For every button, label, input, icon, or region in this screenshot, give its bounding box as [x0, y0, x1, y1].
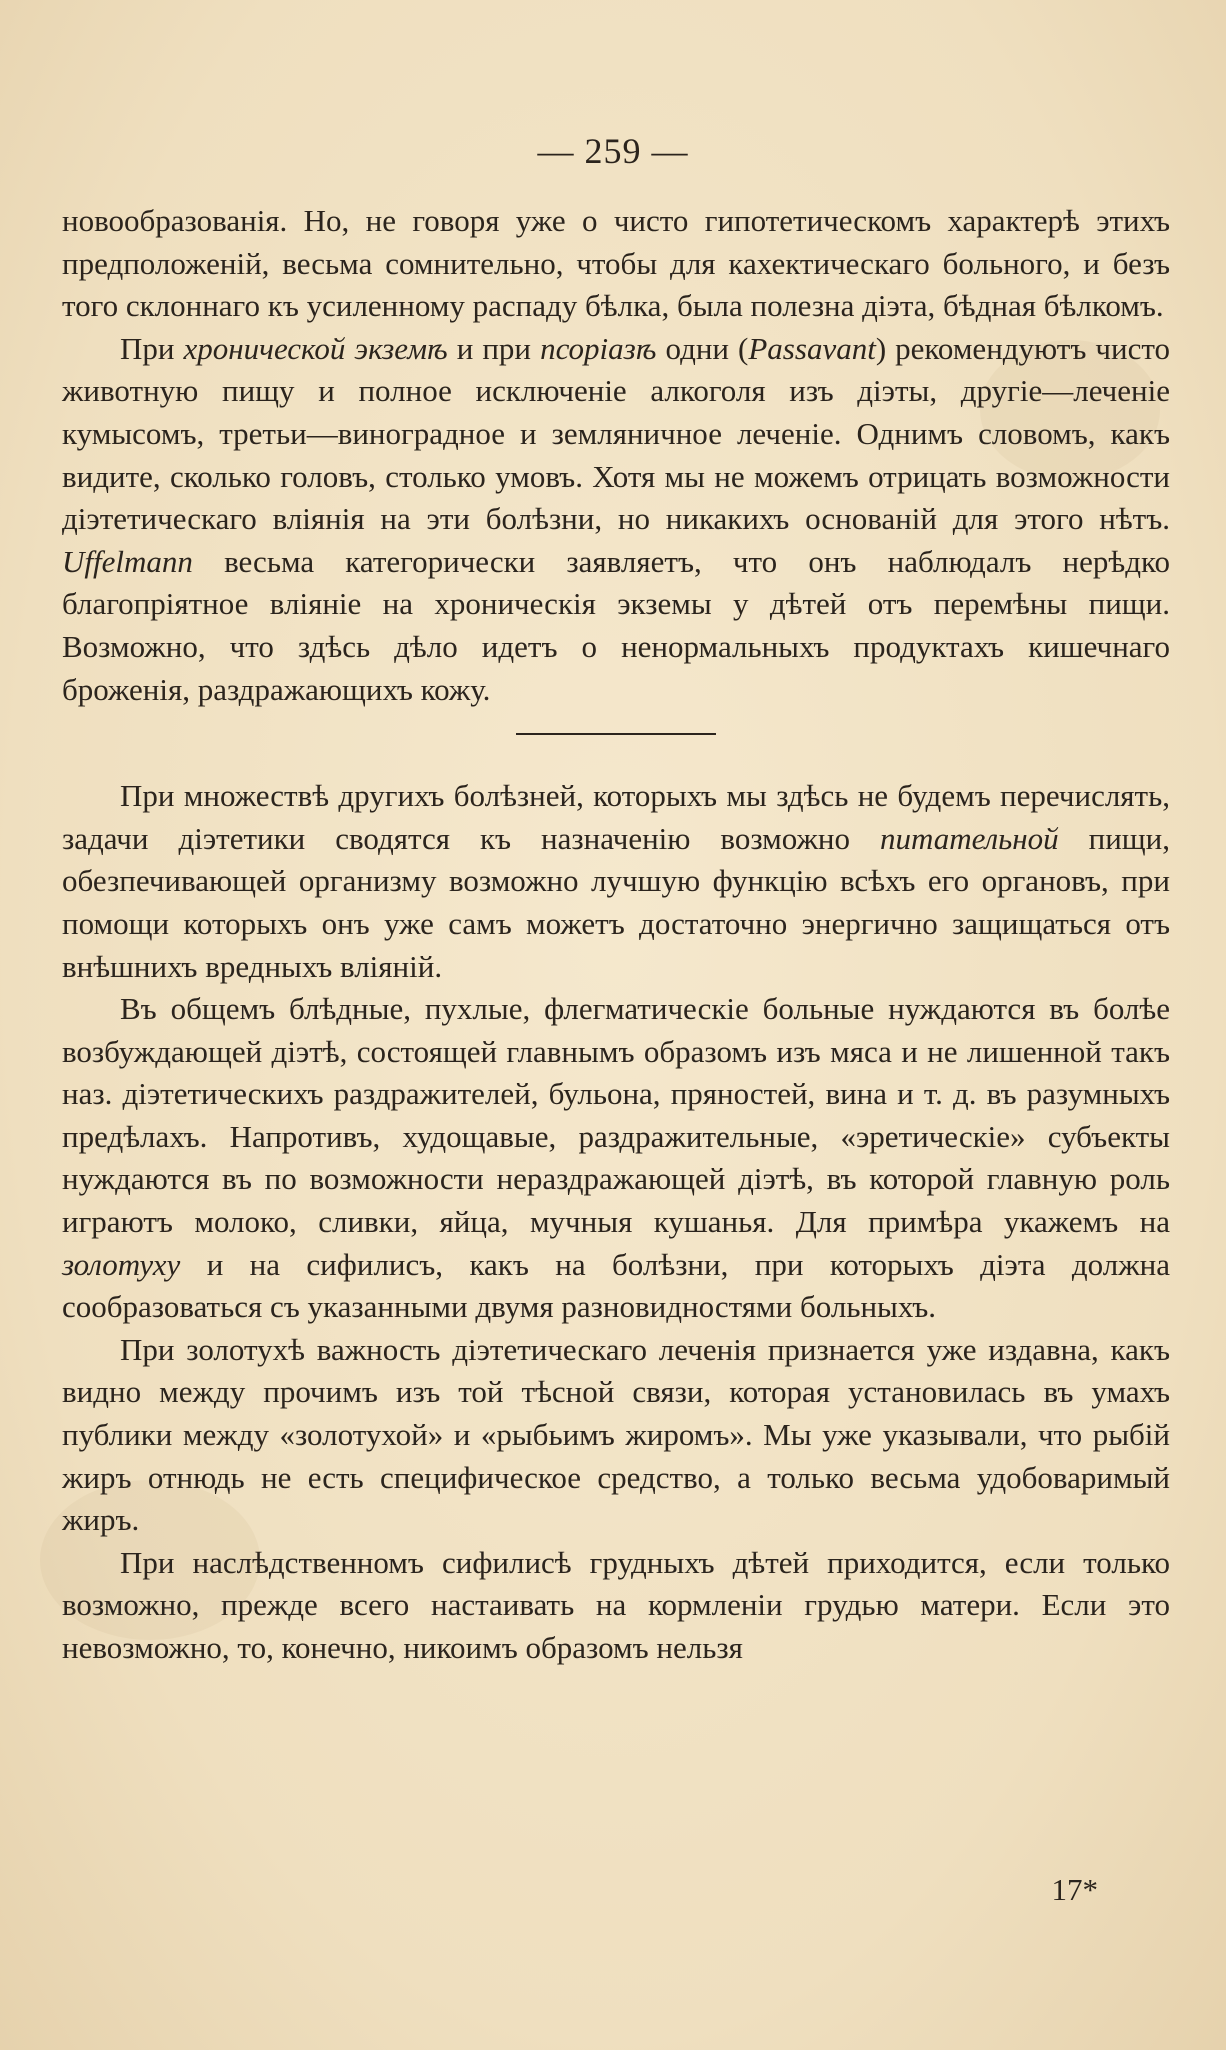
text-run: При наслѣдственномъ сифилисѣ грудныхъ дѣтей приходится, если только возможно, прежде всего настаивать на кормленіи грудью матери. Если это невозможно, то, конечно, никоимъ образомъ нельзя	[62, 1544, 1170, 1665]
text-run: одни (	[656, 330, 749, 366]
paragraph	[62, 775, 1170, 988]
text-run: и на сифилисъ, какъ на болѣзни, при которыхъ діэта должна сообразоваться съ указанными двумя разновидностями больныхъ.	[62, 1246, 1170, 1325]
section-divider	[516, 733, 716, 735]
italic-term: золотуху	[62, 1246, 181, 1282]
text-run: При множествѣ другихъ болѣзней, которыхъ мы здѣсь не будемъ перечислять, задачи діэтетики сводятся къ назначенію возможно	[62, 778, 1170, 856]
text-run: ) рекомендуютъ чисто животную пищу и полное исключеніе алкоголя изъ діэты, другіе—леченіе кумысомъ, третьи—виноградное и земляничное леченіе. Однимъ словомъ, какъ видите, сколько головъ, столько умовъ. Хотя мы не можемъ отрицать возможности діэтетическаго вліянія на эти болѣзни, но никакихъ основаній для этого нѣтъ.	[62, 330, 1170, 537]
italic-term: питательной	[879, 820, 1059, 856]
text-run: При золотухѣ важность діэтетическаго леченія признается уже издавна, какъ видно между прочимъ изъ той тѣсной связи, которая установилась въ умахъ публики между «золотухой» и «рыбьимъ жиромъ». Мы уже указывали, что рыбій жиръ отнюдь не есть специфическое средство, а только весьма удобоваримый жиръ.	[62, 1331, 1170, 1538]
printer-signature-mark: 17*	[1051, 1872, 1098, 1907]
paragraph	[62, 1542, 1170, 1670]
text-run: Въ общемъ блѣдные, пухлые, флегматическіе больные нуждаются въ болѣе возбуждающей діэтѣ, состоящей главнымъ образомъ изъ мяса и не лишенной такъ наз. діэтетическихъ раздражителей, бульона, пряностей, вина и т. д. въ разумныхъ предѣлахъ. Напротивъ, худощавые, раздражительные, «эретическіе» субъекты нуждаются въ по возможности нераздражающей діэтѣ, въ которой главную роль играютъ молоко, сливки, яйца, мучныя кушанья. Для примѣра укажемъ на	[62, 991, 1170, 1240]
text-run: весьма категорически заявляетъ, что онъ наблюдалъ нерѣдко благопріятное вліяніе на хроническія экземы у дѣтей отъ перемѣны пищи. Возможно, что здѣсь дѣло идетъ о ненормальныхъ продуктахъ кишечнаго броженія, раздражающихъ кожу.	[62, 543, 1170, 707]
page-number: — 259 —	[537, 131, 689, 171]
paragraph	[62, 988, 1170, 1329]
paragraph	[62, 200, 1170, 328]
italic-term: хронической экземѣ	[183, 330, 448, 366]
text-run: новообразованія. Но, не говоря уже о чисто гипотетическомъ характерѣ этихъ предположеній, весьма сомнительно, чтобы для кахектическаго больного, и безъ того склоннаго къ усиленному распаду бѣлка, была полезна діэта, бѣдная бѣлкомъ.	[62, 203, 1170, 324]
text-run: пищи, обезпечивающей организму возможно лучшую функцію всѣхъ его органовъ, при помощи которыхъ онъ уже самъ можетъ достаточно энергично защищаться отъ внѣшнихъ вредныхъ вліяній.	[62, 820, 1171, 984]
text-run: и при	[447, 330, 541, 366]
paragraph	[62, 328, 1170, 711]
body-text	[62, 200, 1170, 1670]
italic-term: псоріазѣ	[540, 330, 657, 366]
paragraph	[62, 1329, 1170, 1542]
italic-term: Passavant	[748, 330, 876, 366]
italic-term: Uffelmann	[62, 543, 193, 579]
text-run: При	[120, 330, 184, 366]
